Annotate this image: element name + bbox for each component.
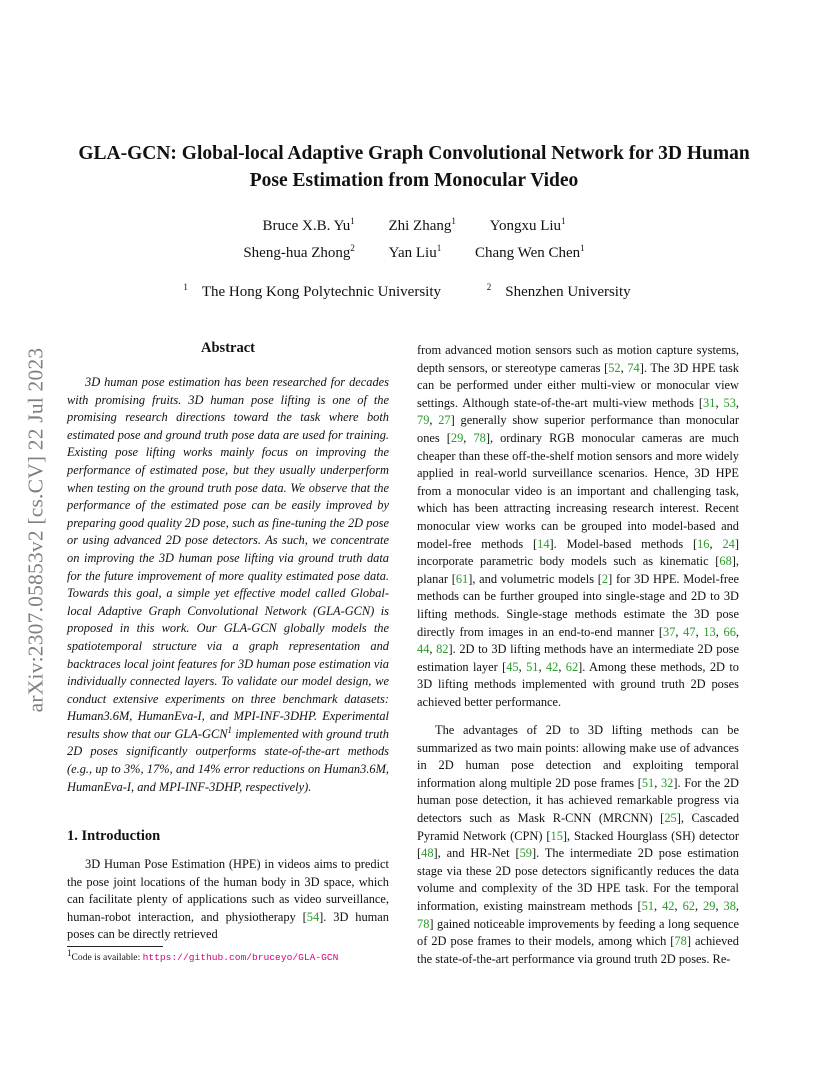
author: Yan Liu$^1$ <box>388 243 442 261</box>
title-line-1: GLA-GCN: Global-local Adaptive Graph Convolutional Network for 3D Human <box>78 143 750 164</box>
citation[interactable]: 51 <box>641 775 655 790</box>
citation[interactable]: 52 <box>608 360 621 375</box>
citation[interactable]: 29 <box>703 898 716 913</box>
right-paragraph-2: The advantages of 2D to 3D lifting methods can be summarized as two main points: allowing make use of advances in 2D human pose detection and exploiting temporal information along multiple 2D pose frames [51, 32]. For the 2D human pose detection, it has achieved remarkable progress via detectors such as Mask R-CNN (MRCNN) [25], Cascaded Pyramid Network (CPN) [15], Stacked Hourglass (SH) detector [48], and HR-Net [59]. The intermediate 2D pose estimation stage via these 2D pose detectors significantly reduces the data volume and complexity of the 3D HPE task. For the temporal information, existing mainstream methods [51, 42, 62, 29, 38, 78] gained noticeable improvements by feeding a long sequence of 2D pose frames to their models, among which [78] achieved the state-of-the-art performance via ground truth 2D poses. Re- <box>417 723 740 966</box>
affiliation: $^1$ The Hong Kong Polytechnic University <box>183 282 441 300</box>
citation[interactable]: 2 <box>601 571 609 586</box>
affiliation: $^2$ Shenzhen University <box>486 282 631 300</box>
citation[interactable]: 62 <box>565 659 579 674</box>
citation[interactable]: 59 <box>519 846 532 861</box>
authors-row-1 <box>90 218 738 235</box>
citation[interactable]: 78 <box>473 430 486 445</box>
citation[interactable]: 32 <box>660 775 674 790</box>
intro-paragraph-1: 3D Human Pose Estimation (HPE) in videos aims to predict the pose joint locations of the human body in 3D space, which can facilitate plenty of applications such as video surveillance, human-robot interaction, and physiotherapy [54]. 3D human poses can be directly retrieved <box>67 857 389 942</box>
citation[interactable]: 29 <box>450 430 464 445</box>
citation[interactable]: 24 <box>722 536 735 551</box>
author: Yongxu Liu$^1$ <box>489 216 566 234</box>
author: Sheng-hua Zhong$^2$ <box>243 243 355 261</box>
authors-row-2 <box>90 245 738 262</box>
author: Chang Wen Chen$^1$ <box>474 243 585 261</box>
citation[interactable]: 31 <box>703 395 716 410</box>
citation[interactable]: 61 <box>455 571 469 586</box>
affiliations <box>80 284 748 301</box>
citation[interactable]: 74 <box>627 360 640 375</box>
citation[interactable]: 53 <box>723 395 736 410</box>
citation[interactable]: 62 <box>682 898 695 913</box>
footnote-rule <box>67 946 163 947</box>
citation[interactable]: 14 <box>537 536 550 551</box>
author: Zhi Zhang$^1$ <box>388 216 456 234</box>
citation[interactable]: 68 <box>719 554 732 569</box>
paper-title <box>40 140 788 194</box>
citation[interactable]: 13 <box>703 624 716 639</box>
citation[interactable]: 44 <box>417 642 430 657</box>
author: Bruce X.B. Yu$^1$ <box>262 216 355 234</box>
footnote: $^1$Code is available: https://github.com/bruceyo/GLA-GCN <box>67 947 339 963</box>
citation[interactable]: 42 <box>662 898 675 913</box>
right-paragraph-1: from advanced motion sensors such as motion capture systems, depth sensors, or stereotype cameras [52, 74]. The 3D HPE task can be performed under either multi-view or monocular view settings. Although state-of-the-art multi-view methods [31, 53, 79, 27] generally show superior performance than monocular ones [29, 78], ordinary RGB monocular cameras are much cheaper than these off-the-shelf motion sensors and more widely applied in real-world surveillance scenarios. Hence, 3D HPE from a monocular video is an important and challenging task, which has been attracting increasing research interest. Recent monocular view works can be grouped into model-based and model-free methods [14]. Model-based methods [16, 24] incorporate parametric body models such as kinematic [68], planar [61], and volumetric models [2] for 3D HPE. Model-free methods can be further grouped into single-stage and 2D to 3D lifting methods. Single-stage methods estimate the 3D pose directly from images in an end-to-end manner [37, 47, 13, 66, 44, 82]. 2D to 3D lifting methods have an intermediate 2D pose estimation layer [45, 51, 42, 62]. Among these methods, 2D to 3D lifting methods implemented with ground truth 2D poses achieved better performance. <box>417 343 740 709</box>
citation[interactable]: 27 <box>438 413 451 428</box>
citation[interactable]: 66 <box>723 624 736 639</box>
citation[interactable]: 16 <box>697 536 710 551</box>
citation[interactable]: 48 <box>421 846 434 861</box>
citation[interactable]: 37 <box>663 624 676 639</box>
citation[interactable]: 25 <box>664 810 677 825</box>
title-line-2: Pose Estimation from Monocular Video <box>249 170 579 191</box>
citation[interactable]: 38 <box>723 898 736 913</box>
section-heading-introduction: 1. Introduction <box>67 828 161 844</box>
citation[interactable]: 47 <box>683 624 696 639</box>
citation[interactable]: 54 <box>306 909 320 924</box>
citation[interactable]: 78 <box>417 916 430 931</box>
code-link[interactable]: https://github.com/bruceyo/GLA-GCN <box>142 952 339 963</box>
citation[interactable]: 15 <box>550 828 563 843</box>
citation[interactable]: 82 <box>436 642 449 657</box>
citation[interactable]: 51 <box>526 659 539 674</box>
citation[interactable]: 78 <box>674 934 687 949</box>
citation[interactable]: 79 <box>417 413 430 428</box>
arxiv-id: arXiv:2307.05853v2 [cs.CV] 22 Jul 2023 <box>23 347 48 713</box>
abstract-text: 3D human pose estimation has been researched for decades with promising fruits. 3D human pose lifting is one of the promising research directions toward the task where both estimated pose and ground truth pose data are used for training. Existing pose lifting works mainly focus on improving the performance of estimated pose, but they usually underperform when testing on the ground truth pose data. We observe that the performance of the estimated pose can be easily improved by preparing good quality 2D pose, such as fine-tuning the 2D pose or using advanced 2D pose detectors. As such, we concentrate on improving the 3D human pose lifting via ground truth data for the future improvement of more quality estimated pose data. Towards this goal, a simple yet effective model called Global-local Adaptive Graph Convolutional Network (GLA-GCN) is proposed in this work. Our GLA-GCN globally models the spatiotemporal structure via a graph representation and backtraces local joint features for 3D human pose estimation via individually connected layers. To validate our model design, we conduct extensive experiments on three benchmark datasets: Human3.6M, HumanEva-I, and MPI-INF-3DHP. Experimental results show that our GLA-GCN$^1$ implemented with ground truth 2D poses significantly outperforms state-of-the-art methods (e.g., up to 3%, 17%, and 14% error reductions on Human3.6M, HumanEva-I, and MPI-INF-3DHP, respectively). <box>67 375 389 794</box>
citation[interactable]: 42 <box>545 659 559 674</box>
citation[interactable]: 45 <box>506 659 519 674</box>
abstract-heading: Abstract <box>201 340 255 356</box>
citation[interactable]: 51 <box>641 898 655 913</box>
